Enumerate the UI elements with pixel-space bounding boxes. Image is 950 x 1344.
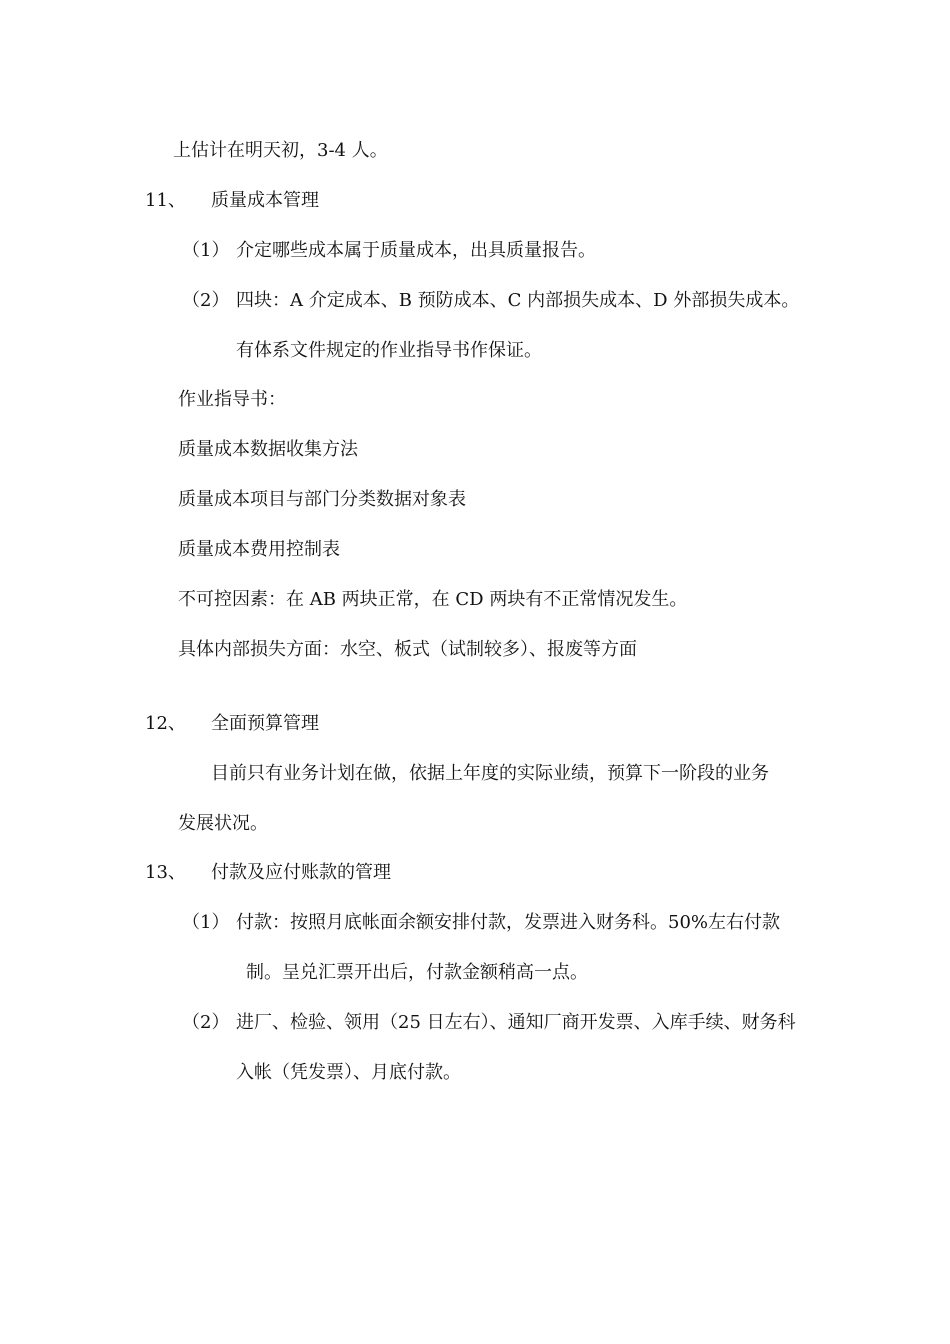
section-11-paragraph: 具体内部损失方面：水空、板式（试制较多）、报废等方面	[178, 639, 637, 660]
section-13-item-2-text: 进厂、检验、领用（25 日左右）、通知厂商开发票、入库手续、财务科	[236, 1012, 796, 1033]
section-11-paragraph: 质量成本项目与部门分类数据对象表	[178, 489, 466, 510]
section-11-paragraph: 质量成本数据收集方法	[178, 439, 358, 460]
section-11-item-1-marker: （1）	[182, 240, 230, 261]
section-13-number: 13、	[145, 862, 186, 883]
section-11-number: 11、	[145, 190, 186, 211]
section-12-body-line-2: 发展状况。	[178, 813, 268, 834]
section-11-title: 质量成本管理	[211, 190, 319, 211]
section-12-body-line-1: 目前只有业务计划在做，依据上年度的实际业绩，预算下一阶段的业务	[211, 763, 769, 784]
section-12-number: 12、	[145, 713, 186, 734]
section-11-item-2-text: 四块：A 介定成本、B 预防成本、C 内部损失成本、D 外部损失成本。	[236, 290, 800, 311]
section-11-paragraph: 不可控因素：在 AB 两块正常，在 CD 两块有不正常情况发生。	[178, 589, 688, 610]
section-13-item-2-continuation: 入帐（凭发票）、月底付款。	[236, 1062, 461, 1083]
section-13-item-1-marker: （1）	[182, 912, 230, 933]
section-13-item-1-continuation: 制。呈兑汇票开出后，付款金额稍高一点。	[246, 962, 588, 983]
section-11-item-1-text: 介定哪些成本属于质量成本，出具质量报告。	[236, 240, 596, 261]
section-13-title: 付款及应付账款的管理	[211, 862, 391, 883]
section-11-paragraph: 作业指导书：	[178, 389, 286, 410]
section-11-item-2-continuation: 有体系文件规定的作业指导书作保证。	[236, 340, 542, 361]
continuation-line: 上估计在明天初，3-4 人。	[173, 140, 388, 161]
section-11-paragraph: 质量成本费用控制表	[178, 539, 340, 560]
section-12-title: 全面预算管理	[211, 713, 319, 734]
section-13-item-1-text: 付款：按照月底帐面余额安排付款，发票进入财务科。50%左右付款	[236, 912, 781, 933]
section-11-item-2-marker: （2）	[182, 290, 230, 311]
section-13-item-2-marker: （2）	[182, 1012, 230, 1033]
